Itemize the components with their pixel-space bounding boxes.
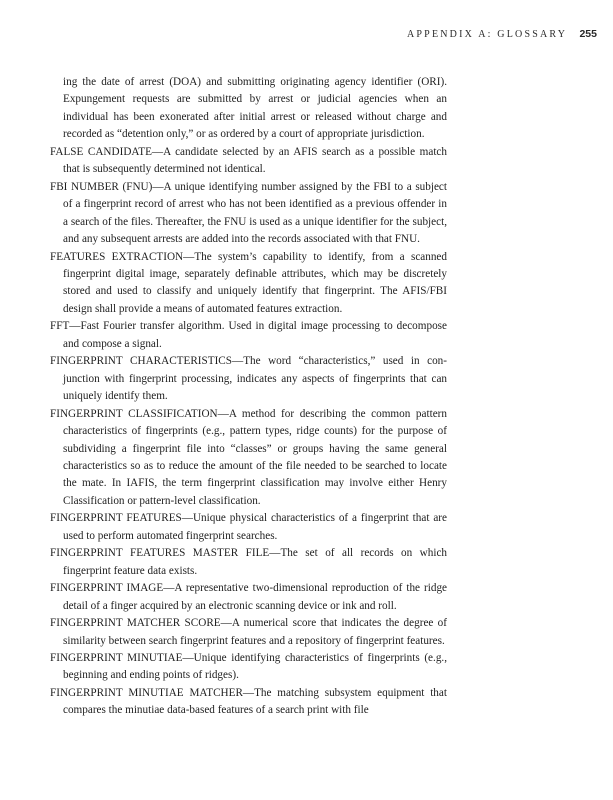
glossary-term: FINGERPRINT MATCHER SCORE bbox=[50, 617, 221, 630]
em-dash: — bbox=[181, 512, 193, 525]
em-dash: — bbox=[242, 686, 255, 699]
glossary-definition: Fast Fourier transfer algorithm. Used in digital image processing to decompose and compose a signal. bbox=[63, 320, 447, 350]
glossary-term: FINGERPRINT MINUTIAE bbox=[50, 651, 183, 664]
running-head-title: APPENDIX A: GLOSSARY bbox=[407, 29, 567, 40]
glossary-term: FEATURES EXTRACTION bbox=[50, 250, 184, 263]
glossary-term: FINGERPRINT IMAGE bbox=[50, 582, 164, 595]
em-dash: — bbox=[217, 407, 229, 420]
glossary-definition: Unique physical characteristics of a fingerprint that are used to perform automated fingerprint searches. bbox=[63, 512, 447, 542]
glossary-definition: Unique identifying characteristics of fingerprints (e.g., beginning and ending points of ridges). bbox=[63, 651, 448, 682]
glossary-term: FBI NUMBER (FNU) bbox=[50, 180, 153, 193]
glossary-definition: The word “characteristics,” used in conjunction with fingerprint processing, indicates any aspects of fingerprints that can uniquely identify them. bbox=[63, 355, 447, 403]
glossary-term: FINGERPRINT MINUTIAE MATCHER bbox=[50, 686, 243, 699]
glossary-definition: The matching subsystem equipment that compares the minutiae data-based features of a search print with file bbox=[63, 686, 447, 717]
glossary-term: FFT bbox=[50, 320, 70, 333]
glossary-entry bbox=[50, 406, 447, 511]
page-number: 255 bbox=[579, 28, 597, 40]
em-dash: — bbox=[269, 547, 281, 560]
glossary-entry bbox=[50, 545, 447, 580]
glossary-term: FINGERPRINT FEATURES bbox=[50, 512, 182, 525]
em-dash: — bbox=[152, 180, 164, 193]
glossary-definition: A method for describing the common pattern characteristics of fingerprints (e.g., pattern types, ridge counts) for the purpose of subdividing a fingerprint file into “classes” or groups having the same general characteristics so as to reduce the amount of the file needed to be searched to locate the mate. In IAFIS, the term fingerprint classification may involve either Henry Classification or pattern-level classification. bbox=[63, 407, 447, 507]
glossary-entry bbox=[50, 249, 447, 319]
glossary-entry bbox=[50, 650, 447, 685]
glossary-definition: The set of all records on which fingerprint feature data exists. bbox=[63, 547, 448, 577]
glossary-body bbox=[50, 74, 447, 720]
glossary-term: FINGERPRINT CLASSIFICATION bbox=[50, 407, 218, 420]
glossary-entries bbox=[50, 144, 447, 720]
glossary-entry bbox=[50, 615, 447, 650]
glossary-term: FALSE CANDIDATE bbox=[50, 145, 152, 158]
glossary-term: FINGERPRINT FEATURES MASTER FILE bbox=[50, 547, 270, 560]
em-dash: — bbox=[232, 355, 244, 368]
glossary-term: FINGERPRINT CHARACTERISTICS bbox=[50, 355, 232, 368]
em-dash: — bbox=[151, 145, 164, 158]
glossary-definition: A candidate selected by an AFIS search as a possible match that is subsequently determined not identical. bbox=[63, 145, 447, 176]
em-dash: — bbox=[220, 617, 232, 630]
glossary-entry bbox=[50, 353, 447, 405]
glossary-definition: A representative two-dimensional reproduction of the ridge detail of a finger acquired by an electronic scanning device or ink and roll. bbox=[63, 582, 447, 612]
glossary-entry bbox=[50, 510, 447, 545]
em-dash: — bbox=[69, 320, 81, 333]
em-dash: — bbox=[163, 582, 175, 595]
em-dash: — bbox=[182, 651, 194, 664]
glossary-entry bbox=[50, 685, 447, 720]
em-dash: — bbox=[183, 250, 195, 263]
glossary-definition: The system’s capability to identify, from a scanned fingerprint digital image, separately definable attributes, which may be discretely stored and used to classify and uniquely identify that fingerprint. The AFIS/FBI design shall provide a means of automated features extraction. bbox=[63, 250, 447, 315]
continuation-paragraph: ing the date of arrest (DOA) and submitting originating agency identifier (ORI). Expungement requests are submitted by arrest or judicial agencies when an individual has been exonerated after initial arrest or released without charge and recorded as “detention only,” or as ordered by a court of appropriate jurisdiction. bbox=[63, 76, 447, 141]
glossary-entry bbox=[50, 580, 447, 615]
glossary-definition: A numerical score that indicates the degree of similarity between search fingerprint features and a repository of fingerprint features. bbox=[63, 617, 447, 647]
glossary-entry bbox=[50, 179, 447, 249]
glossary-entry bbox=[50, 318, 447, 353]
glossary-entry bbox=[50, 144, 447, 179]
running-head bbox=[407, 28, 597, 40]
glossary-definition: A unique identifying number assigned by the FBI to a subject of a fingerprint record of arrest who has not been identified as a previous offender in a search of the files. Thereafter, the FNU is used as a unique identifier for the subject, and any subsequent arrests are added into the records associated with that FNU. bbox=[63, 180, 448, 246]
